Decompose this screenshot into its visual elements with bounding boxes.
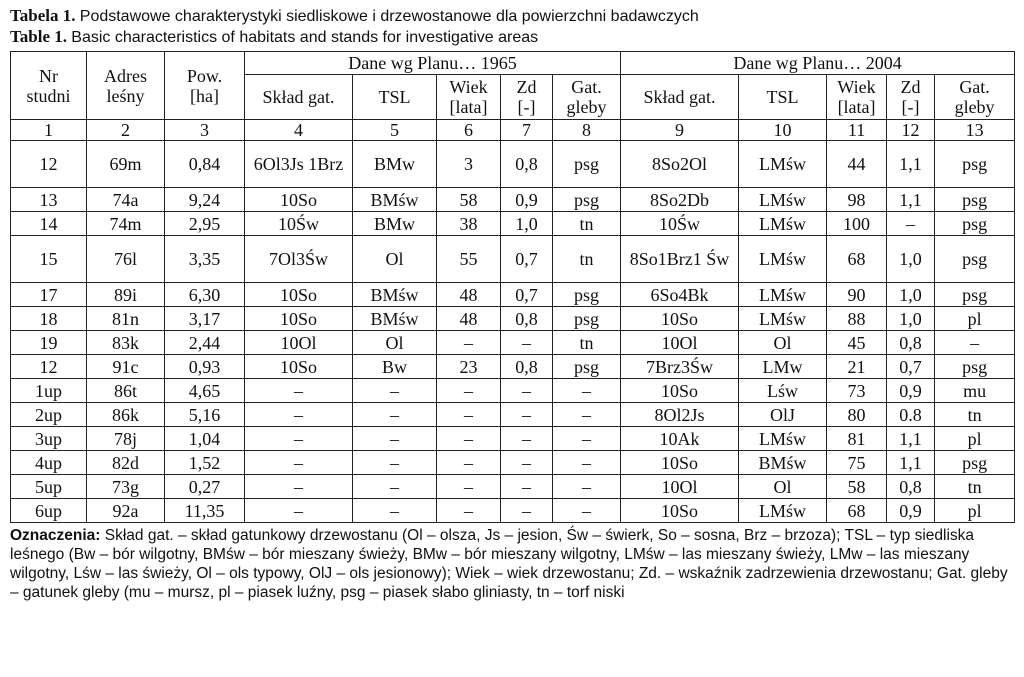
- table-cell: BMśw: [353, 188, 437, 212]
- table-cell: 0,93: [165, 355, 245, 379]
- table-cell: BMw: [353, 141, 437, 188]
- table-cell: 10So: [245, 355, 353, 379]
- table-cell: 0,8: [501, 141, 553, 188]
- table-cell: psg: [935, 236, 1015, 283]
- column-number: 10: [739, 120, 827, 141]
- table-cell: Ol: [353, 236, 437, 283]
- header-gat-line2: gleby: [566, 97, 607, 117]
- table-cell: –: [501, 379, 553, 403]
- table-cell: 90: [827, 283, 887, 307]
- header-wiek-line2: [lata]: [837, 97, 876, 117]
- table-cell: 74a: [87, 188, 165, 212]
- table-cell: psg: [935, 212, 1015, 236]
- table-cell: 10So: [245, 307, 353, 331]
- table-cell: LMśw: [739, 499, 827, 523]
- header-wiek-line1: Wiek: [837, 77, 876, 97]
- header-wiek-line2: [lata]: [449, 97, 488, 117]
- header-gat-line1: Gat.: [571, 77, 602, 97]
- table-cell: 8So2Db: [621, 188, 739, 212]
- table-cell: 0,84: [165, 141, 245, 188]
- table-cell: –: [245, 475, 353, 499]
- table-cell: 5up: [11, 475, 87, 499]
- table-cell: Ol: [739, 475, 827, 499]
- table-cell: Bw: [353, 355, 437, 379]
- table-cell: –: [245, 499, 353, 523]
- table-cell: tn: [553, 331, 621, 355]
- table-row: [11, 475, 1015, 499]
- table-cell: 10So: [245, 283, 353, 307]
- caption-text-pl: Podstawowe charakterystyki siedliskowe i drzewostanowe dla powierzchni badawczych: [79, 8, 699, 25]
- table-cell: 2up: [11, 403, 87, 427]
- table-cell: 7Ol3Św: [245, 236, 353, 283]
- table-cell: 48: [437, 283, 501, 307]
- header-nr-line2: studni: [26, 85, 71, 106]
- table-cell: 10So: [621, 451, 739, 475]
- table-cell: 10Ol: [245, 331, 353, 355]
- table-cell: psg: [935, 355, 1015, 379]
- table-cell: 82d: [87, 451, 165, 475]
- table-cell: 83k: [87, 331, 165, 355]
- table-cell: –: [553, 427, 621, 451]
- column-number: 12: [887, 120, 935, 141]
- table-cell: LMśw: [739, 188, 827, 212]
- table-cell: –: [437, 379, 501, 403]
- table-cell: 0,27: [165, 475, 245, 499]
- table-cell: –: [437, 403, 501, 427]
- table-cell: 14: [11, 212, 87, 236]
- table-cell: 1,0: [887, 236, 935, 283]
- table-row: [11, 499, 1015, 523]
- table-cell: –: [353, 451, 437, 475]
- header-nr-line1: Nr: [39, 65, 58, 86]
- table-cell: 19: [11, 331, 87, 355]
- table-cell: psg: [553, 188, 621, 212]
- table-cell: 68: [827, 499, 887, 523]
- table-cell: 3: [437, 141, 501, 188]
- table-cell: 1,1: [887, 451, 935, 475]
- table-cell: 86t: [87, 379, 165, 403]
- table-cell: 13: [11, 188, 87, 212]
- header-gat-line2: gleby: [954, 97, 995, 117]
- table-cell: –: [553, 475, 621, 499]
- table-cell: LMśw: [739, 307, 827, 331]
- table-cell: LMw: [739, 355, 827, 379]
- header-adres-lesny: [87, 52, 165, 120]
- table-cell: 10Ol: [621, 475, 739, 499]
- table-caption-english: [10, 27, 1014, 48]
- table-cell: LMśw: [739, 427, 827, 451]
- table-cell: 0,8: [887, 331, 935, 355]
- table-cell: 10Ak: [621, 427, 739, 451]
- legend-text: Skład gat. – skład gatunkowy drzewostanu (Ol – olsza, Js – jesion, Św – świerk, So – sosna, Brz – brzoza); TSL – typ siedliska leśnego (Bw – bór wilgotny, BMśw – bór mieszany świeży, BMw – bór mieszany wilgotny, LMśw – las mieszany świeży, LMw – las mieszany wilgotny, Lśw – las świeży, Ol – ols typowy, OlJ – ols jesionowy); Wiek – wiek drzewostanu; Zd. – wskaźnik zadrzewienia drzewostanu; Gat. gleby – gatunek gleby (mu – mursz, pl – piasek luźny, psg – piasek słabo gliniasty, tn – torf niski: [10, 527, 1008, 601]
- table-cell: BMw: [353, 212, 437, 236]
- table-cell: psg: [553, 355, 621, 379]
- header-zd-line2: [-]: [901, 97, 920, 117]
- table-cell: 17: [11, 283, 87, 307]
- table-cell: 1,0: [501, 212, 553, 236]
- table-row: [11, 331, 1015, 355]
- table-cell: –: [437, 475, 501, 499]
- table-cell: 2,44: [165, 331, 245, 355]
- table-cell: 10Św: [245, 212, 353, 236]
- table-cell: psg: [553, 307, 621, 331]
- table-cell: –: [501, 403, 553, 427]
- table-cell: –: [353, 475, 437, 499]
- table-cell: 98: [827, 188, 887, 212]
- table-row: [11, 355, 1015, 379]
- table-cell: psg: [553, 141, 621, 188]
- table-cell: 0,7: [887, 355, 935, 379]
- table-cell: 38: [437, 212, 501, 236]
- table-row: [11, 283, 1015, 307]
- table-cell: –: [501, 427, 553, 451]
- table-cell: LMśw: [739, 141, 827, 188]
- header-zd-1965: [501, 75, 553, 120]
- header-gat-2004: [935, 75, 1015, 120]
- table-cell: 78j: [87, 427, 165, 451]
- header-tsl-1965: TSL: [353, 75, 437, 120]
- header-wiek-1965: [437, 75, 501, 120]
- table-cell: 0,9: [501, 188, 553, 212]
- table-cell: 1,04: [165, 427, 245, 451]
- table-cell: psg: [935, 141, 1015, 188]
- table-cell: –: [887, 212, 935, 236]
- header-pow: [165, 52, 245, 120]
- header-wiek-line1: Wiek: [449, 77, 488, 97]
- table-cell: –: [353, 403, 437, 427]
- header-tsl-2004: TSL: [739, 75, 827, 120]
- table-cell: 80: [827, 403, 887, 427]
- table-cell: 3,17: [165, 307, 245, 331]
- table-cell: 3,35: [165, 236, 245, 283]
- column-number: 2: [87, 120, 165, 141]
- table-cell: tn: [553, 236, 621, 283]
- table-cell: 12: [11, 141, 87, 188]
- table-cell: OlJ: [739, 403, 827, 427]
- column-number: 3: [165, 120, 245, 141]
- table-cell: 74m: [87, 212, 165, 236]
- table-cell: 2,95: [165, 212, 245, 236]
- table-cell: –: [437, 499, 501, 523]
- table-cell: 6,30: [165, 283, 245, 307]
- column-number: 1: [11, 120, 87, 141]
- table-cell: 7Brz3Św: [621, 355, 739, 379]
- table-row: [11, 141, 1015, 188]
- table-cell: 1,52: [165, 451, 245, 475]
- table-cell: –: [501, 451, 553, 475]
- header-zd-line2: [-]: [517, 97, 536, 117]
- table-cell: 4,65: [165, 379, 245, 403]
- table-cell: 0,8: [887, 475, 935, 499]
- table-cell: –: [353, 427, 437, 451]
- table-cell: BMśw: [739, 451, 827, 475]
- table-cell: 69m: [87, 141, 165, 188]
- table-cell: –: [553, 403, 621, 427]
- table-cell: 12: [11, 355, 87, 379]
- table-cell: pl: [935, 427, 1015, 451]
- table-cell: –: [437, 451, 501, 475]
- table-cell: psg: [935, 283, 1015, 307]
- table-body: [11, 141, 1015, 523]
- header-sklad-1965: Skład gat.: [245, 75, 353, 120]
- table-cell: 0,8: [501, 355, 553, 379]
- header-adres-line2: leśny: [106, 85, 145, 106]
- table-cell: 15: [11, 236, 87, 283]
- column-number: 13: [935, 120, 1015, 141]
- table-cell: 23: [437, 355, 501, 379]
- header-sklad-2004: Skład gat.: [621, 75, 739, 120]
- table-cell: LMśw: [739, 212, 827, 236]
- table-cell: 6Ol3Js 1Brz: [245, 141, 353, 188]
- table-cell: 6up: [11, 499, 87, 523]
- table-cell: Lśw: [739, 379, 827, 403]
- table-cell: 1,1: [887, 188, 935, 212]
- header-wiek-2004: [827, 75, 887, 120]
- table-cell: –: [245, 379, 353, 403]
- table-cell: 0,7: [501, 283, 553, 307]
- table-cell: 11,35: [165, 499, 245, 523]
- table-cell: 88: [827, 307, 887, 331]
- caption-text-en: Basic characteristics of habitats and stands for investigative areas: [71, 29, 539, 46]
- table-row: [11, 427, 1015, 451]
- table-cell: pl: [935, 499, 1015, 523]
- table-cell: –: [501, 475, 553, 499]
- table-cell: 0,9: [887, 379, 935, 403]
- table-cell: 81n: [87, 307, 165, 331]
- table-cell: 10So: [621, 307, 739, 331]
- table-cell: 3up: [11, 427, 87, 451]
- table-row: [11, 188, 1015, 212]
- table-cell: 44: [827, 141, 887, 188]
- table-cell: 18: [11, 307, 87, 331]
- table-cell: 48: [437, 307, 501, 331]
- table-cell: psg: [935, 451, 1015, 475]
- table-cell: –: [553, 499, 621, 523]
- header-zd-2004: [887, 75, 935, 120]
- table-cell: 0,8: [501, 307, 553, 331]
- table-cell: 10So: [621, 379, 739, 403]
- table-cell: 68: [827, 236, 887, 283]
- table-cell: 45: [827, 331, 887, 355]
- table-cell: 55: [437, 236, 501, 283]
- table-cell: –: [245, 403, 353, 427]
- table-cell: 1up: [11, 379, 87, 403]
- table-cell: 1,1: [887, 141, 935, 188]
- table-cell: 8Ol2Js: [621, 403, 739, 427]
- table-row: [11, 403, 1015, 427]
- table-cell: 86k: [87, 403, 165, 427]
- table-cell: 1,1: [887, 427, 935, 451]
- table-cell: 8So2Ol: [621, 141, 739, 188]
- table-cell: 92a: [87, 499, 165, 523]
- table-cell: 5,16: [165, 403, 245, 427]
- header-zd-line1: Zd: [516, 77, 537, 97]
- table-cell: 10Ol: [621, 331, 739, 355]
- table-cell: 21: [827, 355, 887, 379]
- table-row: [11, 451, 1015, 475]
- header-gat-line1: Gat.: [959, 77, 990, 97]
- table-cell: 58: [827, 475, 887, 499]
- table-cell: 0,9: [887, 499, 935, 523]
- table-cell: LMśw: [739, 236, 827, 283]
- column-number: 9: [621, 120, 739, 141]
- header-adres-line1: Adres: [104, 65, 147, 86]
- table-cell: 10So: [621, 499, 739, 523]
- column-number: 6: [437, 120, 501, 141]
- table-cell: 4up: [11, 451, 87, 475]
- table-cell: –: [501, 499, 553, 523]
- header-pow-line1: Pow.: [186, 65, 223, 86]
- table-cell: –: [353, 379, 437, 403]
- table-cell: 73g: [87, 475, 165, 499]
- column-number-row: [11, 120, 1015, 141]
- header-group-2004: Dane wg Planu… 2004: [621, 52, 1015, 75]
- legend-note: [10, 526, 1014, 602]
- table-cell: psg: [553, 283, 621, 307]
- table-cell: Ol: [739, 331, 827, 355]
- table-cell: Ol: [353, 331, 437, 355]
- table-row: [11, 236, 1015, 283]
- table-cell: 0,7: [501, 236, 553, 283]
- table-cell: –: [553, 379, 621, 403]
- table-row: [11, 307, 1015, 331]
- table-cell: 9,24: [165, 188, 245, 212]
- header-gat-1965: [553, 75, 621, 120]
- table-cell: –: [437, 331, 501, 355]
- table-cell: 8So1Brz1 Św: [621, 236, 739, 283]
- table-cell: 89i: [87, 283, 165, 307]
- table-cell: 91c: [87, 355, 165, 379]
- table-cell: 1,0: [887, 307, 935, 331]
- header-group-1965: Dane wg Planu… 1965: [245, 52, 621, 75]
- column-number: 7: [501, 120, 553, 141]
- table-cell: 0.8: [887, 403, 935, 427]
- legend-label: Oznaczenia:: [10, 527, 101, 544]
- table-cell: tn: [935, 403, 1015, 427]
- table-cell: 6So4Bk: [621, 283, 739, 307]
- table-cell: –: [353, 499, 437, 523]
- habitat-table: [10, 51, 1015, 523]
- table-cell: pl: [935, 307, 1015, 331]
- table-cell: tn: [553, 212, 621, 236]
- table-cell: mu: [935, 379, 1015, 403]
- table-cell: 73: [827, 379, 887, 403]
- table-cell: tn: [935, 475, 1015, 499]
- table-caption-polish: [10, 6, 1014, 27]
- table-cell: 100: [827, 212, 887, 236]
- table-cell: 75: [827, 451, 887, 475]
- table-cell: BMśw: [353, 307, 437, 331]
- table-cell: –: [245, 451, 353, 475]
- table-cell: LMśw: [739, 283, 827, 307]
- table-cell: 10Św: [621, 212, 739, 236]
- table-cell: 10So: [245, 188, 353, 212]
- column-number: 5: [353, 120, 437, 141]
- column-number: 4: [245, 120, 353, 141]
- table-cell: –: [553, 451, 621, 475]
- table-row: [11, 379, 1015, 403]
- table-row: [11, 212, 1015, 236]
- table-cell: –: [437, 427, 501, 451]
- caption-label-pl: Tabela 1.: [10, 6, 76, 25]
- header-nr-studni: [11, 52, 87, 120]
- header-zd-line1: Zd: [900, 77, 921, 97]
- table-cell: BMśw: [353, 283, 437, 307]
- table-cell: 1,0: [887, 283, 935, 307]
- table-cell: –: [501, 331, 553, 355]
- table-cell: psg: [935, 188, 1015, 212]
- table-cell: 58: [437, 188, 501, 212]
- table-cell: –: [935, 331, 1015, 355]
- caption-label-en: Table 1.: [10, 27, 68, 46]
- column-number: 11: [827, 120, 887, 141]
- table-cell: 76l: [87, 236, 165, 283]
- table-cell: –: [245, 427, 353, 451]
- header-pow-line2: [ha]: [190, 85, 219, 106]
- column-number: 8: [553, 120, 621, 141]
- table-cell: 81: [827, 427, 887, 451]
